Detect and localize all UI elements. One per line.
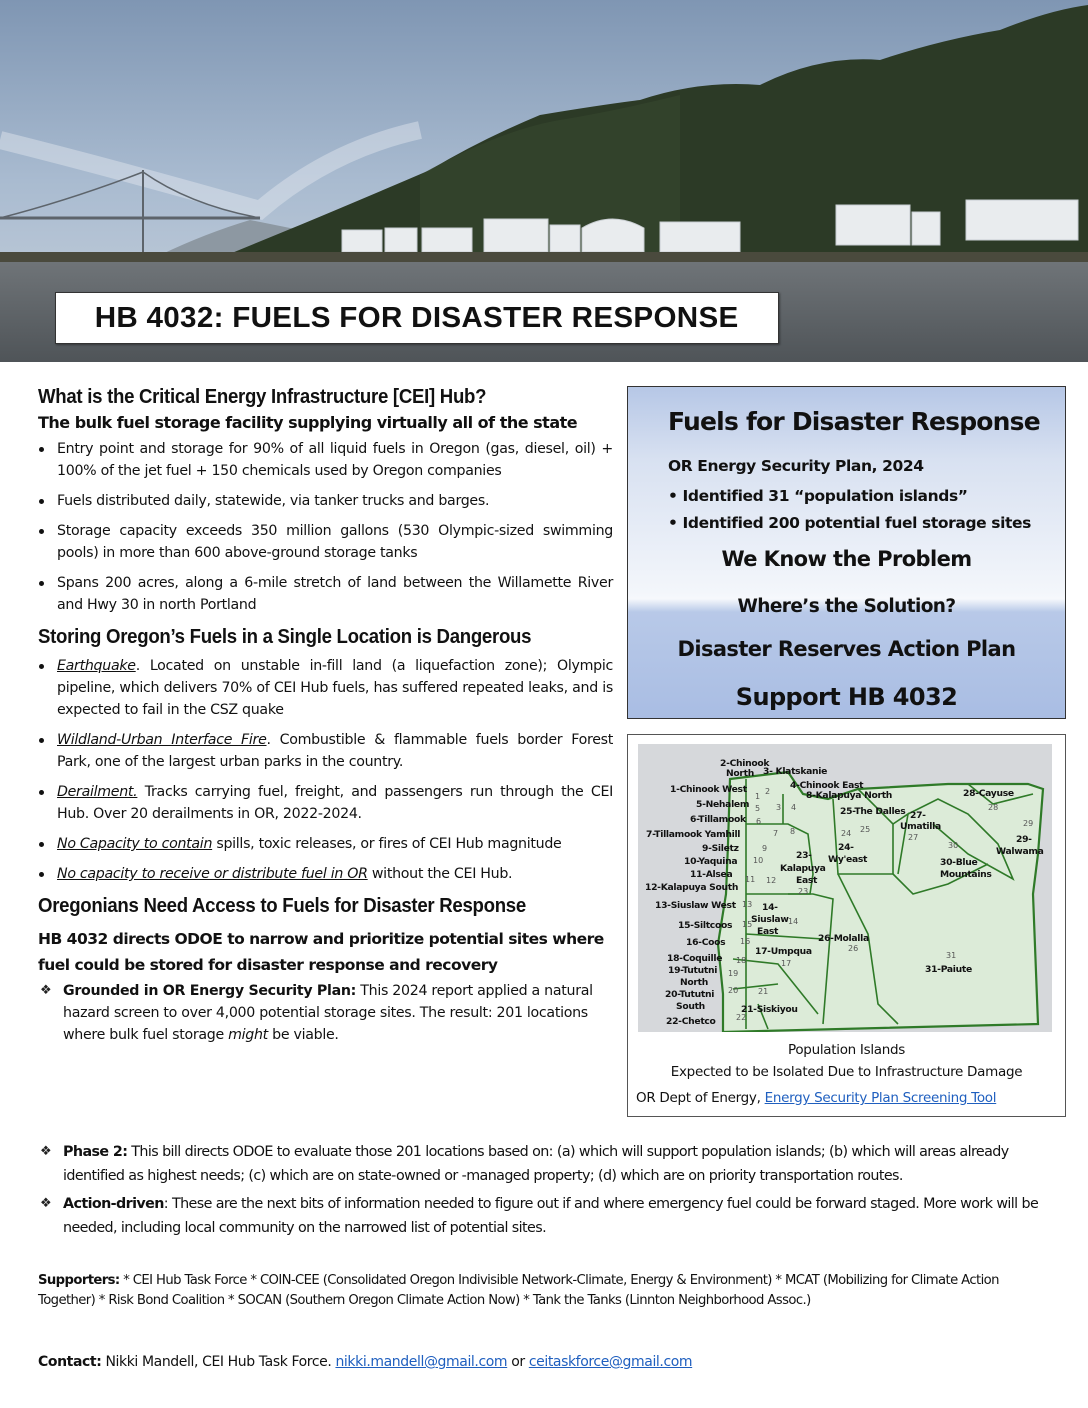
- callout-facts: [668, 483, 1031, 537]
- contact-label: Contact:: [38, 1354, 102, 1370]
- svg-text:7-Tillamook Yamhill: 7-Tillamook Yamhill: [646, 829, 741, 840]
- svg-text:Wy'east: Wy'east: [828, 854, 868, 865]
- svg-text:25-The Dalles: 25-The Dalles: [840, 806, 906, 817]
- risk-label: Wildland-Urban Interface Fire: [57, 732, 267, 748]
- point-text: This bill directs ODOE to evaluate those 201 locations based on: (a) which will support population islands; (b) which will areas already identified as highest needs; (c) which are on state-owned or -managed property; (d) which are on priority transportation routes.: [63, 1144, 1009, 1184]
- svg-text:9-Siletz: 9-Siletz: [702, 843, 739, 854]
- left-column: [38, 386, 613, 1046]
- svg-text:Mountains: Mountains: [940, 869, 992, 880]
- svg-text:24: 24: [841, 829, 852, 838]
- risk-label: Earthquake: [57, 658, 136, 674]
- point-text: be viable.: [267, 1027, 339, 1043]
- callout-solution: Where’s the Solution?: [737, 596, 956, 617]
- contact-or: or: [507, 1354, 529, 1370]
- svg-text:6: 6: [756, 817, 762, 826]
- svg-text:23-: 23-: [796, 850, 812, 861]
- svg-text:3- Klatskanie: 3- Klatskanie: [763, 766, 828, 777]
- svg-text:North: North: [726, 768, 754, 779]
- list-item: Storage capacity exceeds 350 million gallons (530 Olympic-sized swimming pools) in more than 600 above-ground storage tanks: [38, 520, 613, 564]
- svg-text:22-Chetco: 22-Chetco: [666, 1016, 716, 1027]
- section-subheading: The bulk fuel storage facility supplying virtually all of the state: [38, 413, 578, 432]
- full-width-points: [38, 1140, 1048, 1244]
- risk-text: . Located on unstable in-fill land (a liquefaction zone); Olympic pipeline, which delivers 70% of CEI Hub fuels, has suffered repeated leaks, and is expected to fail in the CSZ quake: [57, 658, 613, 718]
- oregon-population-islands-map: [638, 744, 1052, 1032]
- svg-text:19: 19: [728, 969, 739, 978]
- svg-text:11-Alsea: 11-Alsea: [690, 869, 733, 880]
- svg-text:4: 4: [791, 803, 797, 812]
- section-what-is-cei-hub: [38, 386, 613, 616]
- svg-text:6-Tillamook: 6-Tillamook: [690, 814, 746, 825]
- svg-text:East: East: [757, 926, 779, 937]
- svg-text:31: 31: [946, 951, 957, 960]
- risk-label: No Capacity to contain: [57, 836, 213, 852]
- list-item: Entry point and storage for 90% of all liquid fuels in Oregon (gas, diesel, oil) + 100% of the jet fuel + 150 chemicals used by Oregon companies: [38, 438, 613, 482]
- section-dangers: [38, 626, 613, 885]
- list-item: [38, 980, 613, 1046]
- svg-text:15-Siltcoos: 15-Siltcoos: [678, 920, 733, 931]
- map-source-prefix: OR Dept of Energy,: [636, 1090, 765, 1106]
- diamond-bullet-icon: ❖: [40, 1144, 52, 1159]
- svg-text:13-Siuslaw West: 13-Siuslaw West: [655, 900, 736, 911]
- svg-text:17: 17: [781, 959, 792, 968]
- point-label: Phase 2:: [63, 1144, 128, 1160]
- list-item: Spans 200 acres, along a 6-mile stretch of land between the Willamette River and Hwy 30 in north Portland: [38, 572, 613, 616]
- svg-text:27-: 27-: [910, 810, 926, 821]
- svg-text:14: 14: [788, 917, 799, 926]
- svg-text:Umatilla: Umatilla: [900, 821, 941, 832]
- svg-text:13: 13: [742, 900, 753, 909]
- svg-text:5: 5: [755, 804, 761, 813]
- svg-text:8: 8: [790, 827, 796, 836]
- supporters: [38, 1271, 1050, 1311]
- svg-text:30-Blue: 30-Blue: [940, 857, 978, 868]
- svg-text:9: 9: [762, 844, 768, 853]
- svg-text:24-: 24-: [838, 842, 854, 853]
- svg-text:2: 2: [765, 787, 771, 796]
- contact: [38, 1354, 692, 1370]
- hero-photo: [0, 0, 1088, 362]
- title-banner: [55, 292, 779, 344]
- callout-problem: We Know the Problem: [721, 547, 972, 571]
- svg-text:Kalapuya: Kalapuya: [780, 863, 826, 874]
- svg-text:21-Siskiyou: 21-Siskiyou: [741, 1004, 798, 1015]
- svg-text:16-Coos: 16-Coos: [686, 937, 726, 948]
- diamond-list: [38, 980, 613, 1046]
- svg-text:14-: 14-: [762, 902, 778, 913]
- diamond-bullet-icon: ❖: [40, 1196, 52, 1211]
- svg-text:26: 26: [848, 944, 859, 953]
- callout-plan: OR Energy Security Plan, 2024: [668, 457, 924, 475]
- svg-text:20-Tututni: 20-Tututni: [665, 989, 715, 1000]
- section-heading: Oregonians Need Access to Fuels for Disaster Response: [38, 895, 526, 917]
- map-figure: [627, 734, 1066, 1117]
- svg-text:31-Paiute: 31-Paiute: [925, 964, 972, 975]
- point-label: Grounded in OR Energy Security Plan:: [63, 983, 357, 999]
- svg-text:8-Kalapuya North: 8-Kalapuya North: [806, 790, 893, 801]
- callout-fact: • Identified 200 potential fuel storage sites: [668, 514, 1031, 532]
- svg-text:4-Chinook East: 4-Chinook East: [790, 780, 864, 791]
- bullet-list: [38, 438, 613, 616]
- section-subheading: HB 4032 directs ODOE to narrow and prioritize potential sites where fuel could be stored for disaster response and recovery: [38, 930, 604, 974]
- svg-text:25: 25: [860, 825, 871, 834]
- svg-text:East: East: [796, 875, 818, 886]
- risk-text: . Combustible & flammable fuels border Forest Park, one of the largest urban parks in the country.: [57, 732, 613, 770]
- svg-text:7: 7: [773, 829, 779, 838]
- svg-text:17-Umpqua: 17-Umpqua: [755, 946, 812, 957]
- svg-text:28-Cayuse: 28-Cayuse: [963, 788, 1014, 799]
- svg-text:15: 15: [742, 920, 753, 929]
- callout-support: Support HB 4032: [735, 683, 958, 711]
- risk-label: Derailment.: [57, 784, 138, 800]
- svg-text:28: 28: [988, 803, 999, 812]
- risk-label: No capacity to receive or distribute fuel in OR: [57, 866, 368, 882]
- diamond-bullet-icon: ❖: [40, 983, 52, 998]
- callout-title: Fuels for Disaster Response: [668, 407, 1040, 436]
- svg-text:South: South: [676, 1001, 705, 1012]
- supporters-text: * CEI Hub Task Force * COIN-CEE (Consolidated Oregon Indivisible Network-Climate, Energy & Environment) * MCAT (Mobilizing for Climate Action Together) * Risk Bond Coalition * SOCAN (Southern Oregon Climate Action Now) * Tank the Tanks (Linnton Neighborhood Assoc.): [38, 1273, 999, 1308]
- list-item: [38, 833, 613, 855]
- risk-text: Tracks carrying fuel, freight, and passengers run through the CEI Hub. Over 20 derailments in OR, 2022-2024.: [57, 784, 613, 822]
- svg-text:1: 1: [755, 792, 761, 801]
- point-text: This 2024 report applied a natural hazard screen to over 4,000 potential storage sites. The result: 201 locations where bulk fuel storage: [63, 983, 593, 1043]
- svg-text:5-Nehalem: 5-Nehalem: [696, 799, 750, 810]
- svg-text:11: 11: [745, 875, 756, 884]
- svg-text:Siuslaw: Siuslaw: [751, 914, 789, 925]
- list-item: [38, 1192, 1048, 1240]
- callout-box: [627, 386, 1066, 719]
- svg-text:19-Tututni: 19-Tututni: [668, 965, 718, 976]
- list-item: [38, 781, 613, 825]
- svg-text:30: 30: [948, 841, 959, 850]
- map-source: [636, 1090, 996, 1106]
- callout-action-plan: Disaster Reserves Action Plan: [677, 637, 1016, 661]
- section-heading: What is the Critical Energy Infrastructure [CEI] Hub?: [38, 386, 487, 408]
- svg-text:18-Coquille: 18-Coquille: [667, 953, 723, 964]
- list-item: [38, 1140, 1048, 1188]
- point-text: : These are the next bits of information needed to figure out if and where emergency fuel could be forward staged. More work will be needed, including local community on the narrowed list of potential sites.: [63, 1196, 1039, 1236]
- svg-text:10-Yaquina: 10-Yaquina: [684, 856, 738, 867]
- svg-text:12-Kalapuya South: 12-Kalapuya South: [645, 882, 739, 893]
- svg-text:22: 22: [736, 1013, 747, 1022]
- svg-text:3: 3: [776, 803, 782, 812]
- svg-text:23: 23: [798, 887, 809, 896]
- risk-text: spills, toxic releases, or fires of CEI Hub magnitude: [212, 836, 562, 852]
- bullet-list: [38, 655, 613, 885]
- svg-text:10: 10: [753, 856, 764, 865]
- callout-fact: • Identified 31 “population islands”: [668, 487, 968, 505]
- email-link-taskforce[interactable]: ceitaskforce@gmail.com: [528, 1354, 693, 1370]
- svg-text:Walwama: Walwama: [996, 846, 1044, 857]
- svg-text:20: 20: [728, 986, 739, 995]
- svg-text:North: North: [680, 977, 708, 988]
- list-item: Fuels distributed daily, statewide, via tanker trucks and barges.: [38, 490, 613, 512]
- list-item: [38, 655, 613, 721]
- svg-text:2-Chinook: 2-Chinook: [720, 758, 770, 769]
- risk-text: without the CEI Hub.: [367, 866, 513, 882]
- svg-text:21: 21: [758, 987, 769, 996]
- diamond-list: [38, 1140, 1048, 1240]
- map-caption-title: Population Islands: [787, 1042, 906, 1058]
- svg-text:1-Chinook West: 1-Chinook West: [670, 784, 747, 795]
- svg-text:16: 16: [740, 937, 751, 946]
- supporters-label: Supporters:: [38, 1273, 120, 1288]
- email-link-nikki[interactable]: nikki.mandell@gmail.com: [335, 1354, 508, 1370]
- contact-text: Nikki Mandell, CEI Hub Task Force.: [101, 1354, 336, 1370]
- map-caption-subtitle: Expected to be Isolated Due to Infrastructure Damage: [670, 1064, 1023, 1080]
- point-label: Action-driven: [63, 1196, 164, 1212]
- screening-tool-link[interactable]: Energy Security Plan Screening Tool: [764, 1090, 997, 1106]
- point-emphasis: might: [228, 1027, 268, 1043]
- page-title: HB 4032: FUELS FOR DISASTER RESPONSE: [95, 301, 739, 334]
- list-item: [38, 863, 613, 885]
- section-heading: Storing Oregon’s Fuels in a Single Location is Dangerous: [38, 626, 532, 648]
- svg-text:18: 18: [736, 956, 747, 965]
- svg-text:12: 12: [766, 876, 777, 885]
- svg-text:27: 27: [908, 833, 919, 842]
- svg-text:29: 29: [1023, 819, 1034, 828]
- svg-text:29-: 29-: [1016, 834, 1032, 845]
- svg-text:26-Molalla: 26-Molalla: [818, 933, 869, 944]
- list-item: [38, 729, 613, 773]
- section-access-to-fuels: [38, 895, 613, 1046]
